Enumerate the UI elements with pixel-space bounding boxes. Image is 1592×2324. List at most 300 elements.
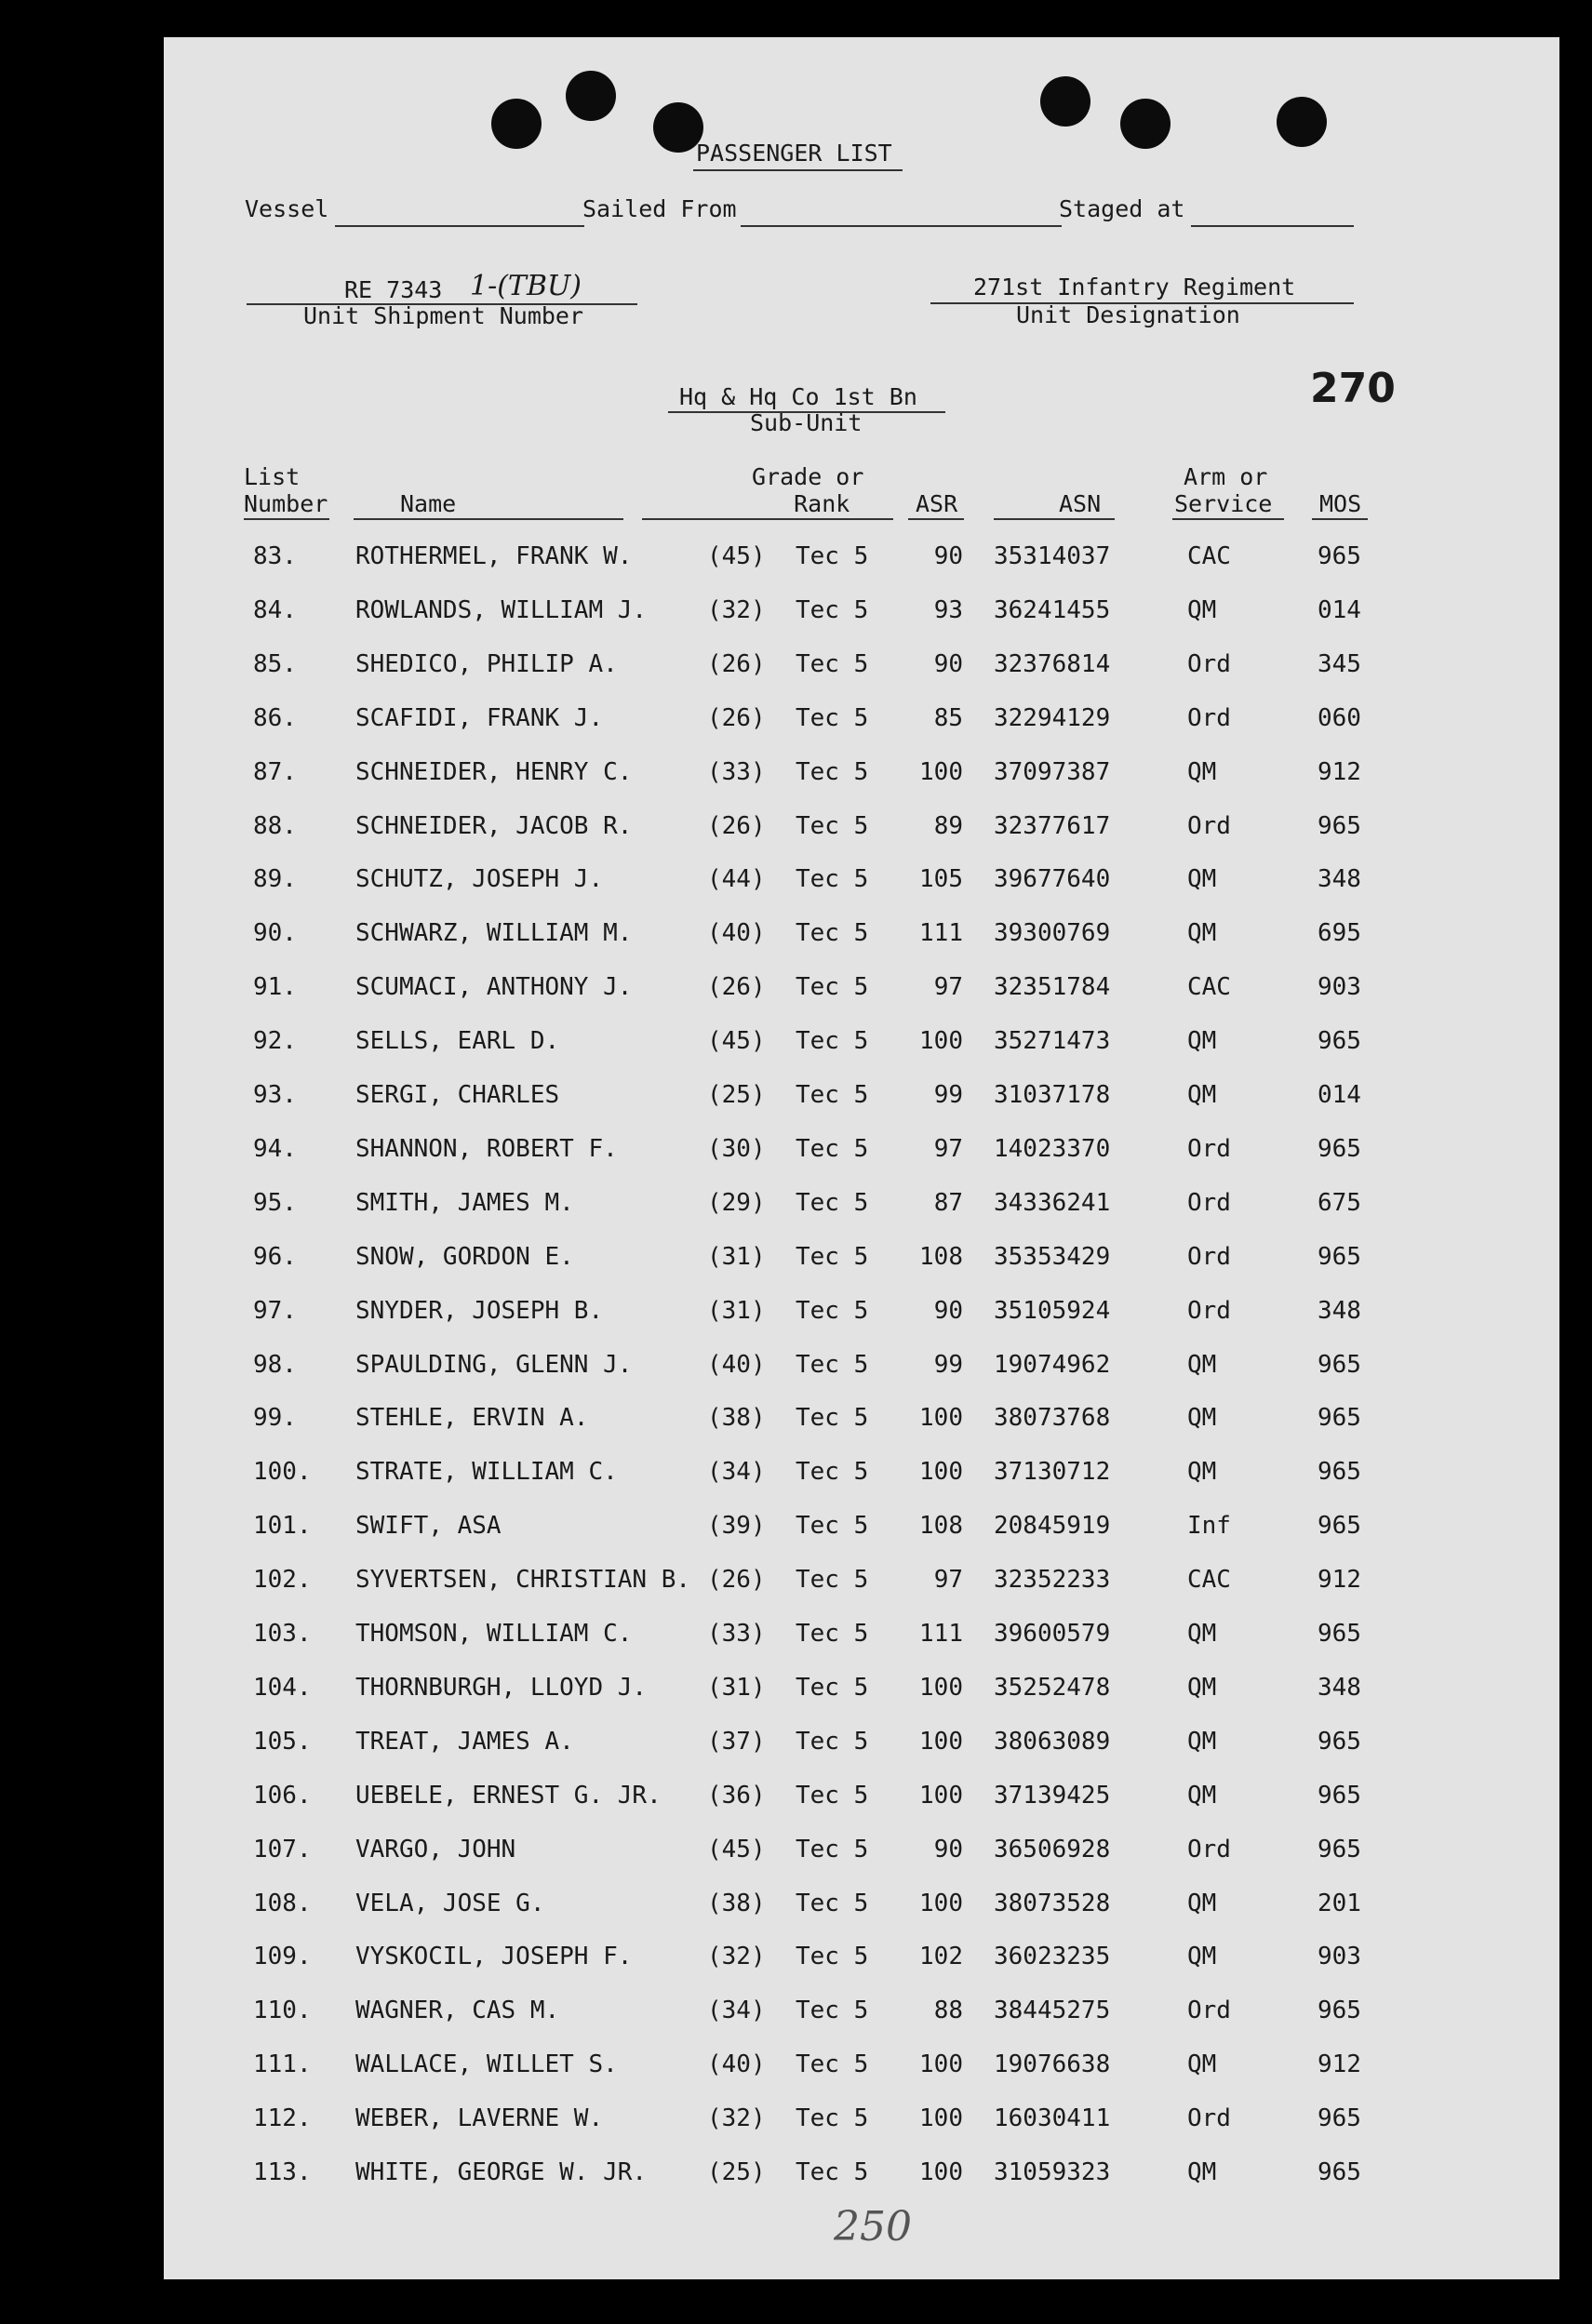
grade-cell: Tec 5 — [796, 1997, 869, 2024]
age-cell: (34) — [707, 1458, 766, 1486]
list-number-cell: 100. — [253, 1458, 312, 1486]
table-row — [0, 758, 1592, 795]
mos-cell: 965 — [1318, 1135, 1361, 1163]
age-cell: (26) — [707, 1566, 766, 1594]
grade-cell: Tec 5 — [796, 1351, 869, 1379]
asn-cell: 32352233 — [994, 1566, 1111, 1594]
column-header-list-number-line1: List — [244, 463, 301, 490]
arm-service-cell: QM — [1187, 1943, 1217, 1970]
asr-cell: 90 — [933, 542, 963, 570]
grade-cell: Tec 5 — [796, 542, 869, 570]
column-header-grade-line1: Grade or — [752, 463, 864, 490]
table-row — [0, 1189, 1592, 1226]
asr-cell: 89 — [933, 812, 963, 840]
table-row — [0, 1027, 1592, 1064]
header-underline-list-number — [244, 518, 329, 520]
sailed-from-field-line — [741, 225, 1062, 227]
unit-designation-value: 271st Infantry Regiment — [973, 274, 1296, 301]
passenger-name-cell: SCAFIDI, FRANK J. — [355, 704, 604, 732]
list-number-cell: 113. — [253, 2158, 312, 2186]
arm-service-cell: Ord — [1187, 650, 1231, 678]
passenger-name-cell: SHEDICO, PHILIP A. — [355, 650, 618, 678]
table-row — [0, 1566, 1592, 1603]
asr-cell: 100 — [919, 2158, 963, 2186]
punch-hole — [1120, 99, 1171, 149]
column-header-grade — [752, 463, 863, 517]
list-number-cell: 99. — [253, 1404, 297, 1432]
asr-cell: 97 — [933, 1566, 963, 1594]
list-number-cell: 109. — [253, 1943, 312, 1970]
grade-cell: Tec 5 — [796, 1458, 869, 1486]
mos-cell: 348 — [1318, 1297, 1361, 1325]
list-number-cell: 89. — [253, 865, 297, 893]
arm-service-cell: QM — [1187, 1728, 1217, 1756]
asr-cell: 99 — [933, 1081, 963, 1109]
column-header-asn: ASN — [1059, 490, 1102, 517]
age-cell: (31) — [707, 1297, 766, 1325]
grade-cell: Tec 5 — [796, 650, 869, 678]
mos-cell: 965 — [1318, 1997, 1361, 2024]
table-row — [0, 650, 1592, 688]
list-number-cell: 84. — [253, 596, 297, 624]
punch-hole — [1277, 97, 1327, 147]
mos-cell: 675 — [1318, 1189, 1361, 1217]
asn-cell: 32377617 — [994, 812, 1111, 840]
arm-service-cell: QM — [1187, 1890, 1217, 1917]
arm-service-cell: Ord — [1187, 2104, 1231, 2132]
asn-cell: 20845919 — [994, 1512, 1111, 1540]
asn-cell: 19076638 — [994, 2050, 1111, 2078]
table-row — [0, 1997, 1592, 2034]
column-header-arm-line1: Arm or — [1184, 463, 1268, 490]
asn-cell: 19074962 — [994, 1351, 1111, 1379]
age-cell: (37) — [707, 1728, 766, 1756]
asn-cell: 35271473 — [994, 1027, 1111, 1055]
arm-service-cell: QM — [1187, 1458, 1217, 1486]
list-number-cell: 97. — [253, 1297, 297, 1325]
list-number-cell: 91. — [253, 973, 297, 1001]
asn-cell: 36241455 — [994, 596, 1111, 624]
asn-cell: 35105924 — [994, 1297, 1111, 1325]
passenger-name-cell: VELA, JOSE G. — [355, 1890, 545, 1917]
list-number-cell: 90. — [253, 919, 297, 947]
passenger-name-cell: WALLACE, WILLET S. — [355, 2050, 618, 2078]
asr-cell: 100 — [919, 1458, 963, 1486]
list-number-cell: 110. — [253, 1997, 312, 2024]
passenger-name-cell: WHITE, GEORGE W. JR. — [355, 2158, 648, 2186]
asr-cell: 88 — [933, 1997, 963, 2024]
list-number-cell: 107. — [253, 1836, 312, 1863]
age-cell: (30) — [707, 1135, 766, 1163]
column-header-arm-line2: Service — [1174, 490, 1273, 517]
arm-service-cell: CAC — [1187, 542, 1231, 570]
table-row — [0, 704, 1592, 741]
asn-cell: 31037178 — [994, 1081, 1111, 1109]
age-cell: (40) — [707, 919, 766, 947]
handwritten-total: 250 — [834, 2203, 912, 2251]
passenger-name-cell: WAGNER, CAS M. — [355, 1997, 560, 2024]
table-row — [0, 596, 1592, 634]
arm-service-cell: QM — [1187, 1404, 1217, 1432]
asr-cell: 100 — [919, 1782, 963, 1810]
asn-cell: 39300769 — [994, 919, 1111, 947]
list-number-cell: 106. — [253, 1782, 312, 1810]
asr-cell: 105 — [919, 865, 963, 893]
list-number-cell: 95. — [253, 1189, 297, 1217]
arm-service-cell: Ord — [1187, 812, 1231, 840]
staged-at-field-line — [1191, 225, 1354, 227]
age-cell: (38) — [707, 1404, 766, 1432]
grade-cell: Tec 5 — [796, 1674, 869, 1702]
list-number-cell: 112. — [253, 2104, 312, 2132]
asn-cell: 34336241 — [994, 1189, 1111, 1217]
grade-cell: Tec 5 — [796, 865, 869, 893]
age-cell: (45) — [707, 1027, 766, 1055]
mos-cell: 965 — [1318, 542, 1361, 570]
mos-cell: 348 — [1318, 865, 1361, 893]
list-number-cell: 87. — [253, 758, 297, 786]
arm-service-cell: Ord — [1187, 1135, 1231, 1163]
mos-cell: 014 — [1318, 596, 1361, 624]
arm-service-cell: QM — [1187, 2050, 1217, 2078]
punch-hole — [1040, 76, 1090, 127]
list-number-cell: 102. — [253, 1566, 312, 1594]
table-row — [0, 1458, 1592, 1495]
asr-cell: 111 — [919, 1620, 963, 1648]
asr-cell: 102 — [919, 1943, 963, 1970]
asr-cell: 100 — [919, 1674, 963, 1702]
grade-cell: Tec 5 — [796, 596, 869, 624]
table-row — [0, 1620, 1592, 1657]
asr-cell: 90 — [933, 1836, 963, 1863]
arm-service-cell: CAC — [1187, 973, 1231, 1001]
sub-unit-label: Sub-Unit — [750, 409, 863, 436]
arm-service-cell: QM — [1187, 1027, 1217, 1055]
arm-service-cell: QM — [1187, 1351, 1217, 1379]
punch-hole — [491, 99, 542, 149]
list-number-cell: 85. — [253, 650, 297, 678]
mos-cell: 348 — [1318, 1674, 1361, 1702]
passenger-name-cell: TREAT, JAMES A. — [355, 1728, 574, 1756]
unit-shipment-number-label: Unit Shipment Number — [303, 302, 584, 329]
unit-shipment-number-value: RE 7343 — [344, 276, 443, 303]
passenger-name-cell: THORNBURGH, LLOYD J. — [355, 1674, 648, 1702]
list-number-cell: 94. — [253, 1135, 297, 1163]
table-row — [0, 1297, 1592, 1334]
asr-cell: 97 — [933, 973, 963, 1001]
column-header-mos: MOS — [1319, 490, 1362, 517]
grade-cell: Tec 5 — [796, 1404, 869, 1432]
list-number-cell: 96. — [253, 1243, 297, 1271]
arm-service-cell: QM — [1187, 865, 1217, 893]
table-row — [0, 1081, 1592, 1118]
unit-shipment-number-handwritten: 1-(TBU) — [470, 270, 582, 302]
asn-cell: 36023235 — [994, 1943, 1111, 1970]
list-number-cell: 92. — [253, 1027, 297, 1055]
passenger-name-cell: SHANNON, ROBERT F. — [355, 1135, 618, 1163]
grade-cell: Tec 5 — [796, 919, 869, 947]
unit-designation-label: Unit Designation — [1016, 301, 1240, 328]
age-cell: (32) — [707, 2104, 766, 2132]
mos-cell: 345 — [1318, 650, 1361, 678]
passenger-name-cell: VYSKOCIL, JOSEPH F. — [355, 1943, 633, 1970]
arm-service-cell: Inf — [1187, 1512, 1231, 1540]
asn-cell: 14023370 — [994, 1135, 1111, 1163]
age-cell: (31) — [707, 1674, 766, 1702]
sailed-from-label: Sailed From — [582, 195, 737, 222]
passenger-name-cell: SCHNEIDER, HENRY C. — [355, 758, 633, 786]
header-underline-grade — [642, 518, 893, 520]
asr-cell: 90 — [933, 1297, 963, 1325]
passenger-name-cell: WEBER, LAVERNE W. — [355, 2104, 604, 2132]
asn-cell: 37139425 — [994, 1782, 1111, 1810]
arm-service-cell: Ord — [1187, 704, 1231, 732]
table-row — [0, 2158, 1592, 2196]
age-cell: (32) — [707, 596, 766, 624]
vessel-label: Vessel — [245, 195, 329, 222]
staged-at-label: Staged at — [1059, 195, 1185, 222]
asr-cell: 99 — [933, 1351, 963, 1379]
column-header-arm — [1174, 463, 1272, 517]
mos-cell: 965 — [1318, 812, 1361, 840]
mos-cell: 903 — [1318, 973, 1361, 1001]
grade-cell: Tec 5 — [796, 1512, 869, 1540]
grade-cell: Tec 5 — [796, 1135, 869, 1163]
list-number-cell: 104. — [253, 1674, 312, 1702]
asr-cell: 85 — [933, 704, 963, 732]
list-number-cell: 93. — [253, 1081, 297, 1109]
mos-cell: 912 — [1318, 1566, 1361, 1594]
age-cell: (26) — [707, 650, 766, 678]
table-row — [0, 1404, 1592, 1441]
asn-cell: 36506928 — [994, 1836, 1111, 1863]
passenger-name-cell: SCHNEIDER, JACOB R. — [355, 812, 633, 840]
arm-service-cell: QM — [1187, 596, 1217, 624]
passenger-name-cell: SNOW, GORDON E. — [355, 1243, 574, 1271]
arm-service-cell: QM — [1187, 1081, 1217, 1109]
mos-cell: 965 — [1318, 1620, 1361, 1648]
passenger-name-cell: SCHWARZ, WILLIAM M. — [355, 919, 633, 947]
age-cell: (25) — [707, 1081, 766, 1109]
age-cell: (32) — [707, 1943, 766, 1970]
age-cell: (29) — [707, 1189, 766, 1217]
table-row — [0, 1674, 1592, 1711]
mos-cell: 965 — [1318, 1512, 1361, 1540]
mos-cell: 965 — [1318, 1351, 1361, 1379]
mos-cell: 965 — [1318, 1458, 1361, 1486]
table-row — [0, 1512, 1592, 1549]
grade-cell: Tec 5 — [796, 1081, 869, 1109]
passenger-name-cell: SELLS, EARL D. — [355, 1027, 560, 1055]
list-number-cell: 83. — [253, 542, 297, 570]
list-number-cell: 108. — [253, 1890, 312, 1917]
passenger-name-cell: SCUMACI, ANTHONY J. — [355, 973, 633, 1001]
asr-cell: 87 — [933, 1189, 963, 1217]
table-row — [0, 973, 1592, 1010]
asr-cell: 100 — [919, 1890, 963, 1917]
age-cell: (33) — [707, 758, 766, 786]
grade-cell: Tec 5 — [796, 973, 869, 1001]
asn-cell: 37097387 — [994, 758, 1111, 786]
column-header-asr: ASR — [916, 490, 958, 517]
grade-cell: Tec 5 — [796, 2050, 869, 2078]
table-row — [0, 2104, 1592, 2142]
age-cell: (31) — [707, 1243, 766, 1271]
asr-cell: 90 — [933, 650, 963, 678]
passenger-name-cell: SWIFT, ASA — [355, 1512, 502, 1540]
age-cell: (40) — [707, 2050, 766, 2078]
header-underline-arm — [1172, 518, 1284, 520]
asr-cell: 108 — [919, 1243, 963, 1271]
asn-cell: 35252478 — [994, 1674, 1111, 1702]
passenger-name-cell: SMITH, JAMES M. — [355, 1189, 574, 1217]
grade-cell: Tec 5 — [796, 1620, 869, 1648]
mos-cell: 965 — [1318, 1243, 1361, 1271]
table-row — [0, 1243, 1592, 1280]
table-row — [0, 1890, 1592, 1927]
age-cell: (36) — [707, 1782, 766, 1810]
list-number-cell: 105. — [253, 1728, 312, 1756]
grade-cell: Tec 5 — [796, 812, 869, 840]
grade-cell: Tec 5 — [796, 1297, 869, 1325]
grade-cell: Tec 5 — [796, 2158, 869, 2186]
age-cell: (44) — [707, 865, 766, 893]
asr-cell: 108 — [919, 1512, 963, 1540]
asn-cell: 35353429 — [994, 1243, 1111, 1271]
asr-cell: 100 — [919, 1404, 963, 1432]
arm-service-cell: QM — [1187, 1620, 1217, 1648]
age-cell: (26) — [707, 704, 766, 732]
asn-cell: 39600579 — [994, 1620, 1111, 1648]
passenger-name-cell: SPAULDING, GLENN J. — [355, 1351, 633, 1379]
table-row — [0, 1943, 1592, 1980]
mos-cell: 201 — [1318, 1890, 1361, 1917]
mos-cell: 912 — [1318, 2050, 1361, 2078]
table-row — [0, 1782, 1592, 1819]
age-cell: (26) — [707, 973, 766, 1001]
list-number-cell: 103. — [253, 1620, 312, 1648]
asn-cell: 32351784 — [994, 973, 1111, 1001]
grade-cell: Tec 5 — [796, 1728, 869, 1756]
title-underline — [693, 169, 903, 171]
column-header-list-number — [244, 463, 328, 517]
table-row — [0, 1351, 1592, 1388]
asn-cell: 39677640 — [994, 865, 1111, 893]
column-header-name: Name — [400, 490, 457, 517]
table-row — [0, 2050, 1592, 2088]
age-cell: (26) — [707, 812, 766, 840]
arm-service-cell: QM — [1187, 1782, 1217, 1810]
mos-cell: 965 — [1318, 1404, 1361, 1432]
asn-cell: 38063089 — [994, 1728, 1111, 1756]
page-number-stamp: 270 — [1310, 365, 1396, 412]
mos-cell: 060 — [1318, 704, 1361, 732]
table-row — [0, 812, 1592, 849]
header-underline-name — [354, 518, 623, 520]
arm-service-cell: Ord — [1187, 1189, 1231, 1217]
age-cell: (39) — [707, 1512, 766, 1540]
arm-service-cell: Ord — [1187, 1243, 1231, 1271]
asn-cell: 32294129 — [994, 704, 1111, 732]
arm-service-cell: QM — [1187, 2158, 1217, 2186]
column-header-grade-line2: Rank — [794, 490, 850, 517]
table-row — [0, 542, 1592, 580]
arm-service-cell: Ord — [1187, 1997, 1231, 2024]
mos-cell: 903 — [1318, 1943, 1361, 1970]
grade-cell: Tec 5 — [796, 1027, 869, 1055]
grade-cell: Tec 5 — [796, 1890, 869, 1917]
arm-service-cell: Ord — [1187, 1836, 1231, 1863]
asr-cell: 100 — [919, 1027, 963, 1055]
passenger-name-cell: STEHLE, ERVIN A. — [355, 1404, 589, 1432]
vessel-field-line — [335, 225, 584, 227]
grade-cell: Tec 5 — [796, 1836, 869, 1863]
table-row — [0, 1135, 1592, 1172]
grade-cell: Tec 5 — [796, 758, 869, 786]
asr-cell: 100 — [919, 758, 963, 786]
grade-cell: Tec 5 — [796, 2104, 869, 2132]
arm-service-cell: QM — [1187, 1674, 1217, 1702]
table-row — [0, 919, 1592, 956]
header-underline-asn — [994, 518, 1115, 520]
mos-cell: 965 — [1318, 1782, 1361, 1810]
list-number-cell: 88. — [253, 812, 297, 840]
column-header-list-number-line2: Number — [244, 490, 328, 517]
grade-cell: Tec 5 — [796, 1566, 869, 1594]
table-row — [0, 1728, 1592, 1765]
page-title: PASSENGER LIST — [696, 140, 892, 167]
mos-cell: 965 — [1318, 2158, 1361, 2186]
age-cell: (40) — [707, 1351, 766, 1379]
age-cell: (34) — [707, 1997, 766, 2024]
age-cell: (25) — [707, 2158, 766, 2186]
passenger-name-cell: SYVERTSEN, CHRISTIAN B. — [355, 1566, 691, 1594]
arm-service-cell: QM — [1187, 758, 1217, 786]
punch-hole — [566, 71, 616, 121]
grade-cell: Tec 5 — [796, 704, 869, 732]
asn-cell: 35314037 — [994, 542, 1111, 570]
passenger-name-cell: ROTHERMEL, FRANK W. — [355, 542, 633, 570]
age-cell: (33) — [707, 1620, 766, 1648]
list-number-cell: 101. — [253, 1512, 312, 1540]
mos-cell: 965 — [1318, 1027, 1361, 1055]
arm-service-cell: Ord — [1187, 1297, 1231, 1325]
age-cell: (38) — [707, 1890, 766, 1917]
passenger-name-cell: SNYDER, JOSEPH B. — [355, 1297, 604, 1325]
asr-cell: 111 — [919, 919, 963, 947]
grade-cell: Tec 5 — [796, 1243, 869, 1271]
grade-cell: Tec 5 — [796, 1943, 869, 1970]
asn-cell: 16030411 — [994, 2104, 1111, 2132]
list-number-cell: 86. — [253, 704, 297, 732]
arm-service-cell: QM — [1187, 919, 1217, 947]
age-cell: (45) — [707, 542, 766, 570]
asn-cell: 38073768 — [994, 1404, 1111, 1432]
asn-cell: 31059323 — [994, 2158, 1111, 2186]
list-number-cell: 98. — [253, 1351, 297, 1379]
grade-cell: Tec 5 — [796, 1189, 869, 1217]
passenger-name-cell: ROWLANDS, WILLIAM J. — [355, 596, 648, 624]
mos-cell: 965 — [1318, 2104, 1361, 2132]
header-underline-asr — [908, 518, 964, 520]
asr-cell: 93 — [933, 596, 963, 624]
age-cell: (45) — [707, 1836, 766, 1863]
passenger-name-cell: VARGO, JOHN — [355, 1836, 516, 1863]
grade-cell: Tec 5 — [796, 1782, 869, 1810]
list-number-cell: 111. — [253, 2050, 312, 2078]
sub-unit-value: Hq & Hq Co 1st Bn — [679, 383, 917, 410]
mos-cell: 965 — [1318, 1836, 1361, 1863]
